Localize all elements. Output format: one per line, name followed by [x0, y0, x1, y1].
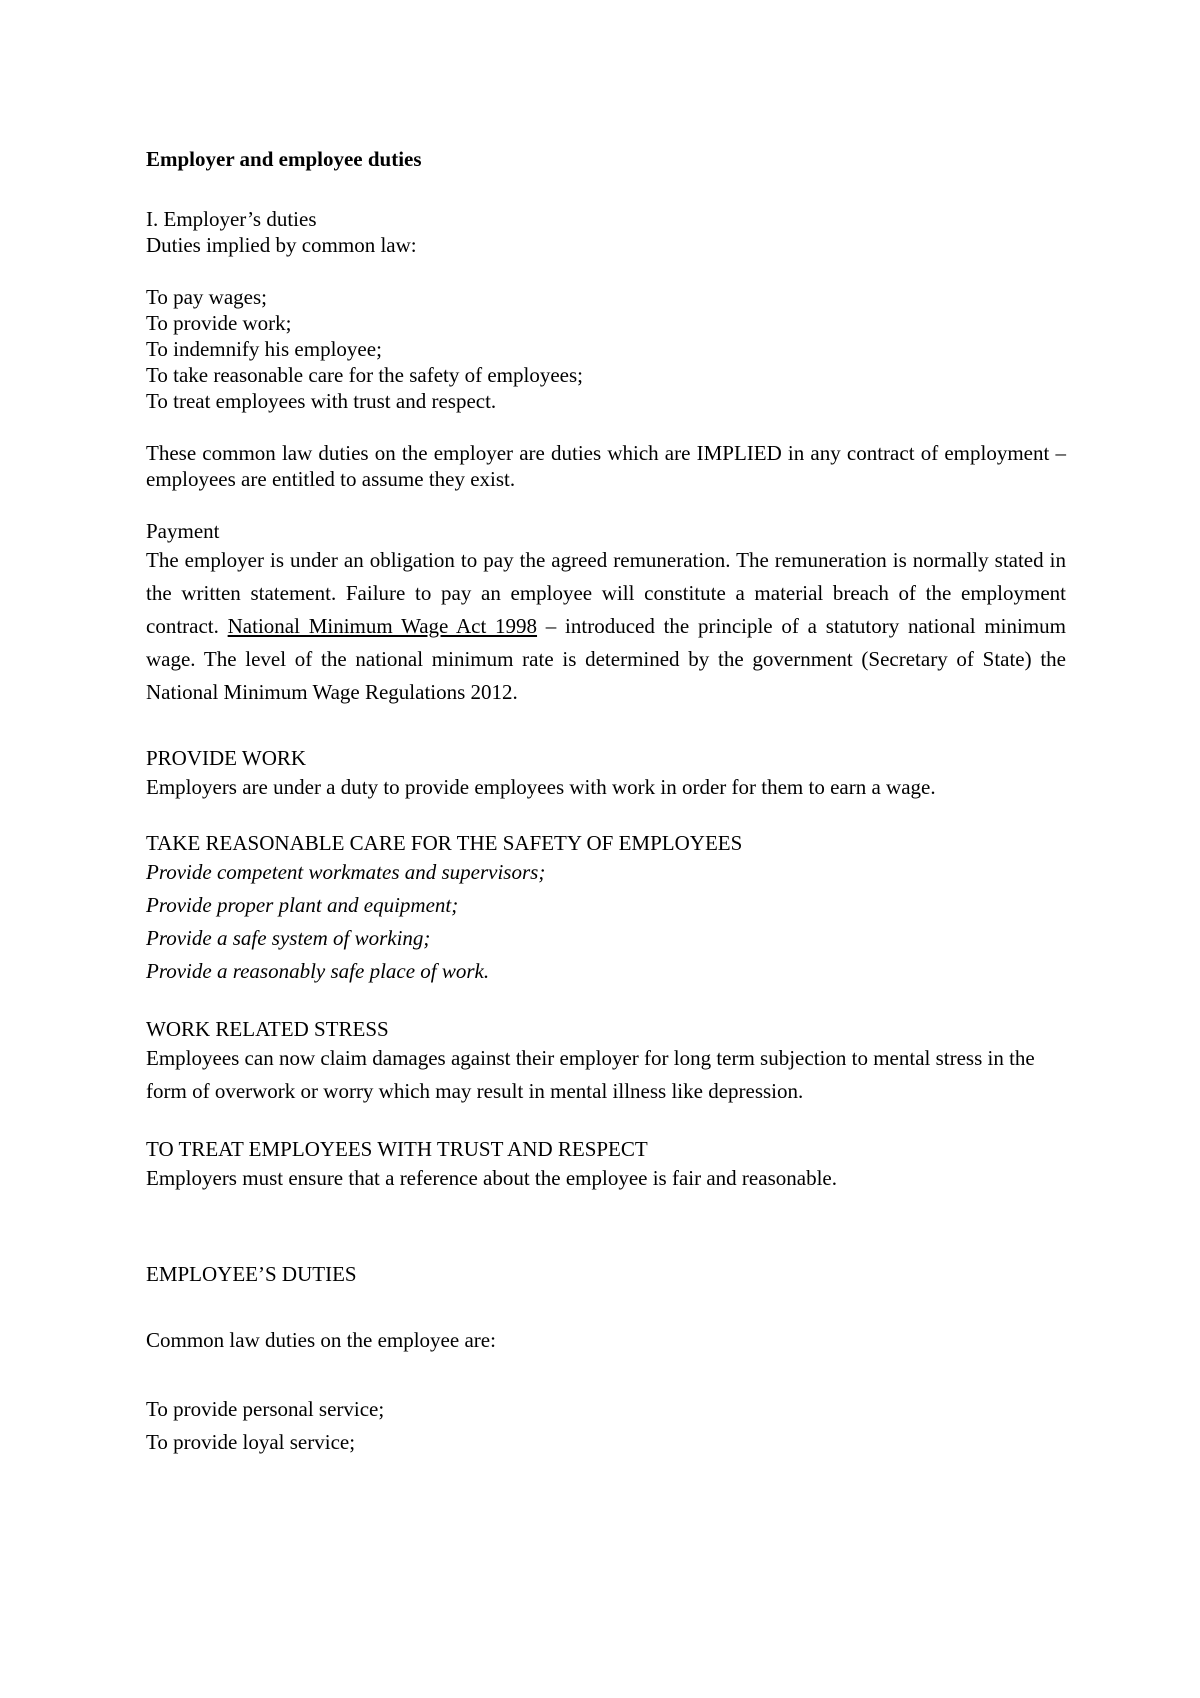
provide-work-text: Employers are under a duty to provide employees with work in order for them to earn a wage.: [146, 775, 936, 799]
employer-duties-list: [146, 284, 1066, 414]
document-body: [146, 146, 1066, 1459]
employee-duties-list: [146, 1393, 1066, 1459]
payment-paragraph: [146, 544, 1066, 709]
employee-duties-intro: Common law duties on the employee are:: [146, 1328, 496, 1352]
stress-heading: WORK RELATED STRESS: [146, 1017, 389, 1041]
list-item: To pay wages;: [146, 285, 267, 309]
list-item: To provide personal service;: [146, 1397, 385, 1421]
employee-duties-heading: EMPLOYEE’S DUTIES: [146, 1262, 357, 1286]
payment-text-end: – introduced the principle of a statutory national minimum wage. The level of the national minimum rate is determined by the government (Secretary of State) the National Minimum Wage Regulations 2012.: [146, 614, 1067, 704]
document-title: Employer and employee duties: [146, 147, 422, 171]
trust-text: Employers must ensure that a reference about the employee is fair and reasonable.: [146, 1166, 837, 1190]
list-item: To treat employees with trust and respect.: [146, 389, 497, 413]
stress-text: Employees can now claim damages against their employer for long term subjection to mental stress in the form of overwork or worry which may result in mental illness like depression.: [146, 1046, 1035, 1103]
list-item: To provide work;: [146, 311, 292, 335]
list-item: To take reasonable care for the safety of employees;: [146, 363, 583, 387]
safety-list: [146, 856, 1066, 988]
payment-text-start: The employer is under an obligation to pay the agreed remuneration. The remuneration is normally stated in the written statement. Failure to pay an employee will constitute a material breach of the employment contract.: [146, 548, 1066, 638]
employer-duties-heading: I. Employer’s duties: [146, 207, 317, 231]
provide-work-heading: PROVIDE WORK: [146, 746, 307, 770]
list-item: Provide proper plant and equipment;: [146, 893, 459, 917]
implied-duties-paragraph: These common law duties on the employer are duties which are IMPLIED in any contract of employment – employees are entitled to assume they exist.: [146, 441, 1066, 491]
trust-heading: TO TREAT EMPLOYEES WITH TRUST AND RESPECT: [146, 1137, 648, 1161]
list-item: Provide a safe system of working;: [146, 926, 431, 950]
employer-duties-intro: Duties implied by common law:: [146, 233, 417, 257]
list-item: Provide competent workmates and supervisors;: [146, 860, 546, 884]
list-item: Provide a reasonably safe place of work.: [146, 959, 490, 983]
safety-heading: TAKE REASONABLE CARE FOR THE SAFETY OF EMPLOYEES: [146, 831, 743, 855]
payment-heading: Payment: [146, 519, 220, 543]
list-item: To indemnify his employee;: [146, 337, 382, 361]
minimum-wage-act-link[interactable]: National Minimum Wage Act 1998: [227, 614, 538, 638]
list-item: To provide loyal service;: [146, 1430, 356, 1454]
